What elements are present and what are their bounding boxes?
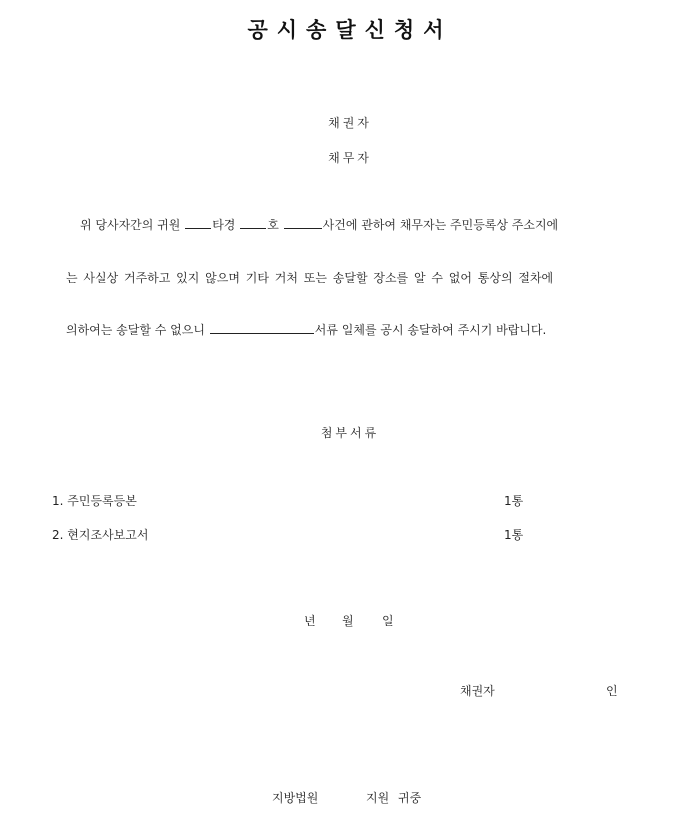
document-blank	[210, 322, 314, 334]
court-branch: 지원	[366, 791, 390, 805]
case-number-blank	[240, 217, 266, 229]
document-title: 공시송달신청서	[247, 18, 453, 42]
attachment-item-2-label: 2. 현지조사보고서	[52, 528, 149, 542]
attachment-item-1-qty: 1통	[504, 494, 524, 508]
attachment-item-2-qty: 1통	[504, 528, 524, 542]
debtor-label: 채무자	[328, 151, 372, 165]
attachment-item-1-label: 1. 주민등록등본	[52, 494, 137, 508]
body-line-3-tail: 서류 일체를 공시 송달하여 주시기 바랍니다.	[314, 323, 547, 337]
body-line-1-ho: 호	[267, 218, 279, 232]
case-name-blank	[284, 217, 322, 229]
date-month: 월	[342, 614, 354, 628]
body-line-2: 는 사실상 거주하고 있지 않으며 기타 거처 또는 송달할 장소를 알 수 없어 통상의 절차에	[66, 271, 554, 285]
body-line-1	[80, 216, 558, 233]
signature-seal: 인	[606, 684, 618, 698]
body-line-1-tagyeong: 타경	[212, 218, 236, 232]
body-line-3-lead: 의하여는 송달할 수 없으니	[66, 323, 205, 337]
date-year: 년	[304, 614, 316, 628]
year-blank	[185, 217, 211, 229]
body-line-1-lead: 위 당사자간의 귀원	[80, 218, 181, 232]
body-line-3	[66, 321, 546, 338]
signature-role: 채권자	[460, 684, 495, 698]
attachments-heading: 첨부서류	[320, 426, 380, 440]
court-district: 지방법원	[272, 791, 319, 805]
body-line-1-tail: 사건에 관하여 채무자는 주민등록상 주소지에	[322, 218, 559, 232]
creditor-label: 채권자	[328, 116, 372, 130]
court-addressee: 귀중	[398, 791, 422, 805]
date-day: 일	[382, 614, 394, 628]
